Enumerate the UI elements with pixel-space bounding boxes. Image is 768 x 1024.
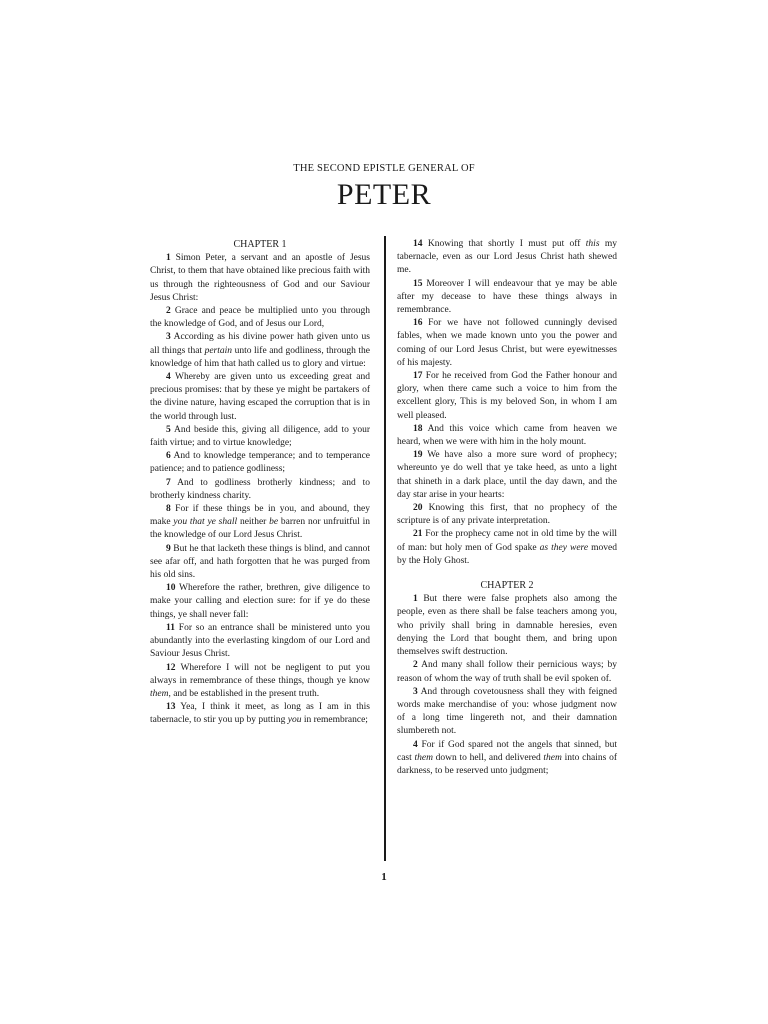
verse-number: 16: [413, 318, 423, 329]
verse: [150, 450, 370, 476]
verse-text: down to hell, and delivered: [432, 752, 544, 763]
verse: [150, 582, 370, 622]
right-column: [397, 238, 617, 778]
verse-text: And beside this, giving all diligence, add to your faith virtue; and to virtue knowledge;: [150, 424, 371, 449]
verse: [150, 622, 370, 662]
chapter-2-heading: CHAPTER 2: [480, 580, 534, 592]
verse-text: But he that lacketh these things is blind, and cannot see afar off, and hath forgotten that he was purged from his old sins.: [150, 543, 370, 581]
italic-text: them: [414, 752, 433, 763]
verse-text: Simon Peter, a servant and an apostle of Jesus Christ, to them that have obtained like precious faith with us through the righteousness of God and our Saviour Jesus Christ:: [150, 253, 370, 303]
verse-text: And through covetousness shall they with feigned words make merchandise of you: whose judgment now of a long time lingereth not, and their damnation slumbereth not.: [397, 686, 618, 737]
verse-text: For if God spared not the angels that sinned, but cast: [397, 739, 618, 763]
left-column: [150, 238, 370, 728]
verse-text: For so an entrance shall be ministered unto you abundantly into the everlasting kingdom of our Lord and Saviour Jesus Christ.: [150, 622, 371, 660]
verse: [397, 370, 617, 423]
verse: [397, 423, 617, 449]
verse-text: For he received from God the Father honour and glory, when there came such a voice to him from the excellent glory, This is my beloved Son, in whom I am well pleased.: [397, 371, 617, 421]
verse-text: Wherefore I will not be negligent to put you always in remembrance of these things, though ye know: [150, 662, 370, 686]
verse-text: For if these things be in you, and abound, they make: [150, 504, 371, 528]
verse-text: Grace and peace be multiplied unto you through the knowledge of God, and of Jesus our Lord,: [150, 306, 371, 330]
italic-text: pertain: [204, 345, 233, 356]
verse-number: 3: [413, 686, 418, 697]
verse-text: my tabernacle, even as our Lord Jesus Christ hath shewed me.: [397, 239, 617, 276]
verse-number: 10: [166, 583, 176, 594]
italic-text: you: [287, 715, 302, 726]
verse-number: 12: [166, 662, 176, 673]
verse-text: Whereby are given unto us exceeding great and precious promises: that by these ye might be partakers of the divine nature, having escaped the corruption that is in the world through lust.: [150, 372, 370, 422]
verse: [397, 502, 617, 528]
right-verse-list-ch1: [397, 238, 617, 568]
verse-text: Moreover I will endeavour that ye may be able after my decease to have these things always in remembrance.: [397, 278, 618, 316]
verse: [150, 503, 370, 543]
epistle-subtitle: THE SECOND EPISTLE GENERAL OF: [293, 163, 475, 174]
italic-text: this: [585, 239, 600, 249]
verse: [397, 528, 617, 568]
verse-number: 4: [413, 739, 418, 750]
page-header: [0, 163, 768, 212]
verse-text: Knowing this first, that no prophecy of the scripture is of any private interpretation.: [397, 503, 617, 527]
verse-text: in remembrance;: [301, 715, 368, 726]
verse-number: 2: [413, 660, 418, 671]
verse: [397, 593, 617, 659]
verse-number: 2: [166, 306, 171, 317]
verse-text: We have also a more sure word of prophecy; whereunto ye do well that ye take heed, as unto a light that shineth in a dark place, until the day dawn, and the day star arise in your hearts:: [397, 450, 617, 500]
verse-text: Yea, I think it meet, as long as I am in this tabernacle, to stir you up by putting: [150, 702, 370, 726]
verse: [150, 424, 370, 450]
verse: [397, 238, 617, 278]
verse-text: And many shall follow their pernicious ways; by reason of whom the way of truth shall be evil spoken of.: [397, 660, 617, 684]
italic-text: be: [269, 517, 279, 528]
verse-number: 7: [166, 477, 171, 488]
verse: [397, 278, 617, 318]
book-title: PETER: [336, 178, 432, 211]
verse: [150, 252, 370, 305]
verse-number: 19: [413, 450, 423, 461]
verse-text: For the prophecy came not in old time by the will of man: but holy men of God spake: [397, 529, 617, 553]
verse-number: 15: [413, 278, 423, 289]
verse-text: Knowing that shortly I must put off: [427, 239, 586, 249]
verse: [150, 701, 370, 727]
verse-text: moved by the Holy Ghost.: [397, 542, 617, 566]
verse-number: 18: [413, 423, 423, 434]
italic-text: them: [543, 752, 562, 763]
verse-number: 5: [166, 424, 171, 435]
verse: [150, 543, 370, 583]
verse-number: 21: [413, 529, 423, 540]
verse-text: neither: [237, 517, 270, 528]
verse: [150, 331, 370, 371]
verse-number: 8: [166, 504, 171, 515]
left-verse-list: [150, 252, 370, 727]
verse-number: 13: [166, 702, 176, 713]
italic-text: you that ye shall: [173, 517, 238, 528]
verse-text: And to godliness brotherly kindness; and to brotherly kindness charity.: [150, 477, 370, 501]
verse-number: 11: [166, 622, 175, 633]
verse-text: But there were false prophets also among the people, even as there shall be false teachers among you, who privily shall bring in damnable heresies, even denying the Lord that bought them, and bring upon themselves swift destruction.: [397, 594, 618, 658]
verse: [150, 305, 370, 331]
column-divider: [384, 236, 386, 861]
verse-text: unto life and godliness, through the knowledge of him that hath called us to glory and virtue:: [150, 345, 370, 369]
verse-text: And this voice which came from heaven we heard, when we were with him in the holy mount.: [397, 423, 617, 448]
verse-number: 17: [413, 371, 423, 382]
verse: [150, 371, 370, 424]
verse: [150, 477, 370, 503]
chapter-1-heading: CHAPTER 1: [233, 239, 287, 250]
verse: [150, 662, 370, 702]
verse: [397, 686, 617, 739]
verse-number: 3: [166, 332, 171, 343]
verse-number: 14: [413, 239, 423, 249]
verse: [397, 449, 617, 502]
verse-number: 1: [166, 253, 171, 264]
italic-text: them: [150, 688, 169, 699]
verse-text: into chains of darkness, to be reserved unto judgment;: [397, 752, 617, 776]
verse-text: barren nor unfruitful in the knowledge of our Lord Jesus Christ.: [150, 517, 370, 541]
verse-number: 20: [413, 503, 423, 514]
verse: [397, 739, 617, 779]
italic-text: as they were: [539, 542, 589, 553]
verse-number: 9: [166, 543, 171, 554]
page-number: 1: [381, 871, 387, 883]
verse-text: For we have not followed cunningly devised fables, when we made known unto you the power and coming of our Lord Jesus Christ, but were eyewitnesses of his majesty.: [397, 318, 617, 368]
verse-text: Wherefore the rather, brethren, give diligence to make your calling and election sure: for if ye do these things, ye shall never fall:: [150, 583, 370, 620]
verse-number: 1: [413, 594, 418, 605]
verse-text: And to knowledge temperance; and to temperance patience; and to patience godliness;: [150, 451, 371, 475]
verse-text: According as his divine power hath given unto us all things that: [150, 332, 370, 356]
verse: [397, 659, 617, 685]
right-verse-list-ch2: [397, 593, 617, 778]
verse: [397, 317, 617, 370]
verse-number: 4: [166, 372, 171, 383]
verse-number: 6: [166, 451, 171, 462]
verse-text: , and be established in the present truth.: [168, 688, 320, 699]
